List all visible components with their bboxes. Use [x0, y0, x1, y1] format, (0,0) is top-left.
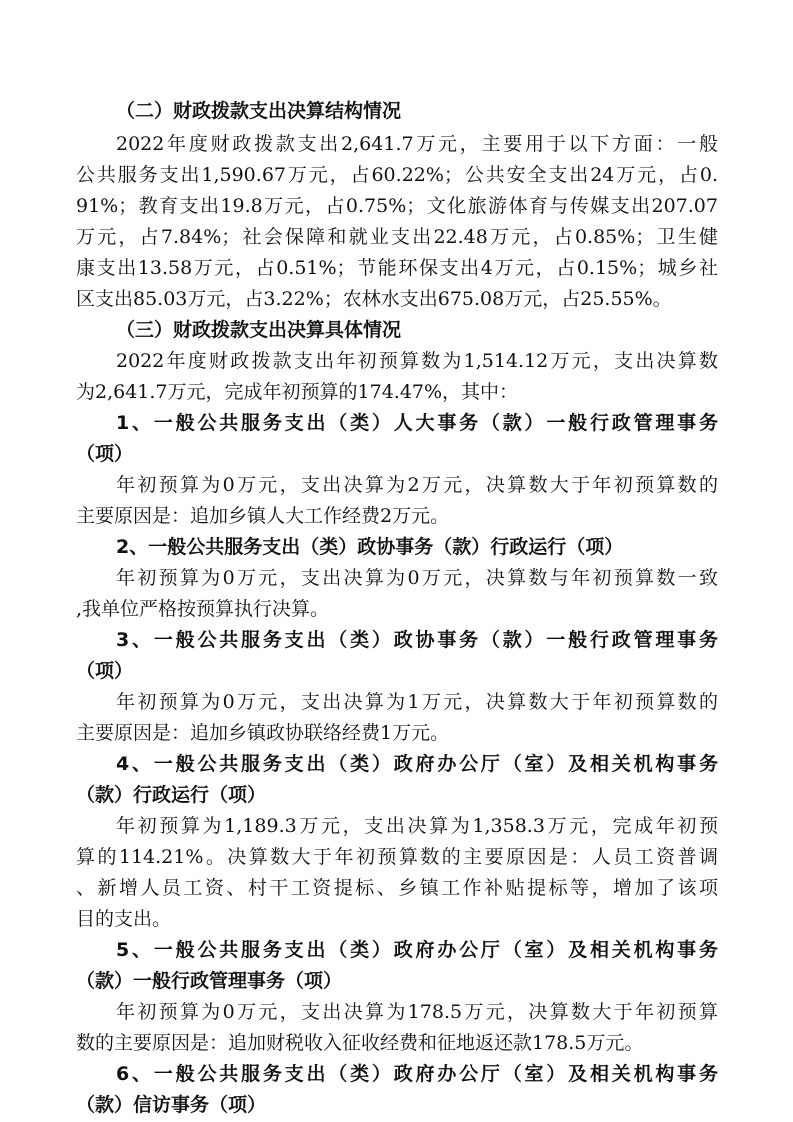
item-heading: （款）行政运行（项）	[76, 784, 267, 806]
paragraph-line: 公共服务支出1,590.67万元，占60.22%；公共安全支出24万元，占0.	[76, 164, 718, 186]
section-heading-details: （三）财政拨款支出决算具体情况	[116, 319, 402, 341]
item-heading: 3、一般公共服务支出（类）政协事务（款）一般行政管理事务	[116, 629, 718, 651]
paragraph-line: 年初预算为0万元，支出决算为1万元，决算数大于年初预算数的	[116, 691, 718, 713]
paragraph-line: 目的支出。	[76, 908, 172, 930]
paragraph-line: 2022年度财政拨款支出2,641.7万元，主要用于以下方面：一般	[116, 133, 718, 155]
paragraph-line: 算的114.21%。决算数大于年初预算数的主要原因是：人员工资普调	[76, 846, 718, 868]
paragraph-line: 年初预算为1,189.3万元，支出决算为1,358.3万元，完成年初预	[116, 815, 718, 837]
item-heading: 5、一般公共服务支出（类）政府办公厅（室）及相关机构事务	[116, 939, 718, 961]
item-heading: 6、一般公共服务支出（类）政府办公厅（室）及相关机构事务	[116, 1063, 718, 1085]
paragraph-line: 区支出85.03万元，占3.22%；农林水支出675.08万元，占25.55%。	[76, 288, 672, 310]
paragraph-line: 为2,641.7万元，完成年初预算的174.47%，其中：	[76, 381, 519, 403]
item-heading: 2、一般公共服务支出（类）政协事务（款）行政运行（项）	[116, 536, 624, 558]
paragraph-line: 年初预算为0万元，支出决算为0万元，决算数与年初预算数一致	[116, 567, 718, 589]
paragraph-line: 2022年度财政拨款支出年初预算数为1,514.12万元，支出决算数	[116, 350, 718, 372]
paragraph-line: 年初预算为0万元，支出决算为2万元，决算数大于年初预算数的	[116, 474, 718, 496]
paragraph-line: ,我单位严格按预算执行决算。	[76, 598, 330, 620]
item-heading: （款）一般行政管理事务（项）	[76, 970, 343, 992]
paragraph-line: 主要原因是：追加乡镇人大工作经费2万元。	[76, 505, 450, 527]
item-heading: 4、一般公共服务支出（类）政府办公厅（室）及相关机构事务	[116, 753, 718, 775]
paragraph-line: 康支出13.58万元，占0.51%；节能环保支出4万元，占0.15%；城乡社	[76, 257, 718, 279]
paragraph-line: 数的主要原因是：追加财税收入征收经费和征地返还款178.5万元。	[76, 1032, 644, 1054]
paragraph-line: 主要原因是：追加乡镇政协联络经费1万元。	[76, 722, 450, 744]
section-heading-structure: （二）财政拨款支出决算结构情况	[116, 100, 402, 122]
paragraph-line: 、新增人员工资、村干工资提标、乡镇工作补贴提标等，增加了该项	[76, 877, 718, 899]
item-heading: （款）信访事务（项）	[76, 1094, 267, 1116]
paragraph-line: 万元，占7.84%；社会保障和就业支出22.48万元，占0.85%；卫生健	[76, 226, 718, 248]
paragraph-line: 91%；教育支出19.8万元，占0.75%；文化旅游体育与传媒支出207.07	[76, 195, 718, 217]
item-heading: （项）	[76, 660, 134, 682]
item-heading: （项）	[76, 443, 134, 465]
paragraph-line: 年初预算为0万元，支出决算为178.5万元，决算数大于年初预算	[116, 1001, 718, 1023]
item-heading: 1、一般公共服务支出（类）人大事务（款）一般行政管理事务	[116, 412, 718, 434]
